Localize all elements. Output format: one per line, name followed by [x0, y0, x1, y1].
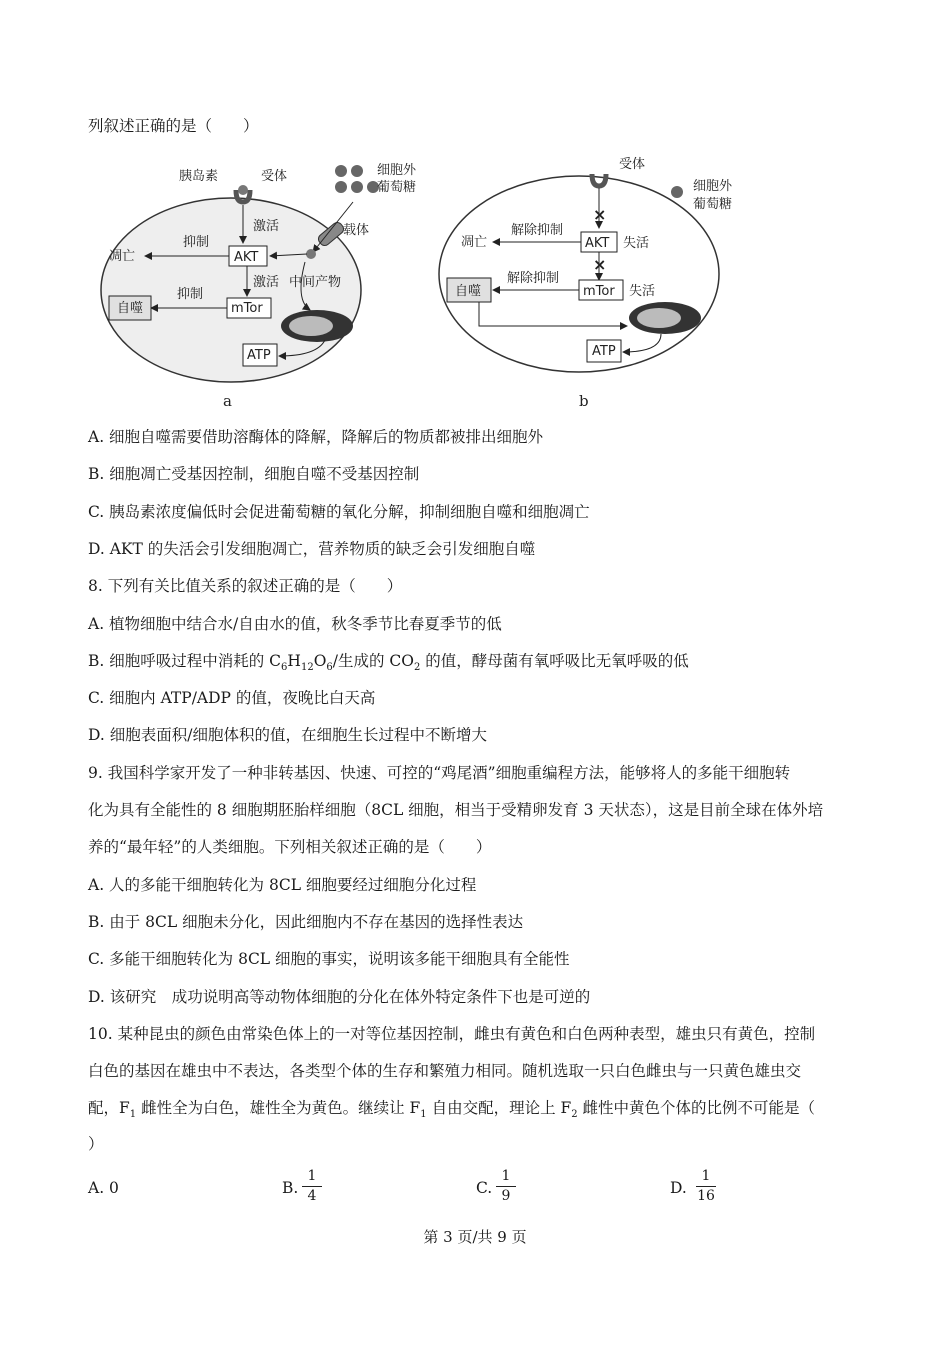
q9-stem-line2: 化为具有全能性的 8 细胞期胚胎样细胞（8CL 细胞，相当于受精卵发育 3 天状态），这是目前全球在体外培	[88, 801, 824, 819]
q7-option-a: A. 细胞自噬需要借助溶酶体的降解，降解后的物质都被排出细胞外	[88, 428, 544, 446]
q10-option-c-fraction: 1 9	[494, 1168, 518, 1205]
question-intro: 列叙述正确的是（ ）	[88, 117, 259, 135]
q9-stem-line3: 养的“最年轻”的人类细胞。下列相关叙述正确的是（ ）	[88, 838, 492, 856]
q10-option-b-label: B.	[282, 1179, 299, 1197]
label-inactive-b1: 失活	[623, 236, 650, 251]
atp-box-a: ATP	[247, 348, 271, 363]
q9-stem-line1: 9. 我国科学家开发了一种非转基因、快速、可控的“鸡尾酒”细胞重编程方法，能够将人的多能干细胞转	[88, 764, 791, 782]
svg-text:×: ×	[593, 255, 607, 274]
q10-option-d-fraction: 1 16	[697, 1168, 715, 1204]
q10-option-b-fraction: 1 4	[300, 1168, 324, 1205]
label-release-b2: 解除抑制	[507, 271, 560, 286]
panel-a-label: a	[223, 392, 232, 410]
label-glucose-a1: 细胞外	[377, 163, 417, 178]
q10-stem-line2: 白色的基因在雄虫中不表达，各类型个体的生存和繁殖力相同。随机选取一只白色雌虫与一只黄色雄虫交	[88, 1062, 802, 1080]
autophagy-diagram	[95, 150, 775, 415]
panel-a	[101, 163, 417, 410]
label-carrier: 载体	[343, 223, 370, 238]
label-insulin: 胰岛素	[179, 169, 219, 184]
label-intermediate: 中间产物	[289, 275, 342, 290]
label-apoptosis-b: 凋亡	[461, 235, 488, 250]
q10-stem-line4: ）	[88, 1135, 104, 1153]
q10-stem-line1: 10. 某种昆虫的颜色由常染色体上的一对等位基因控制，雌虫有黄色和白色两种表型，雄虫只有黄色，控制	[88, 1025, 816, 1043]
label-inactive-b2: 失活	[629, 284, 656, 299]
q10-option-c-label: C.	[476, 1179, 493, 1197]
label-inhibit-a1: 抑制	[183, 235, 210, 250]
akt-box-a: AKT	[234, 250, 259, 265]
label-glucose-b2: 葡萄糖	[693, 197, 733, 212]
q7-option-c: C. 胰岛素浓度偏低时会促进葡萄糖的氧化分解，抑制细胞自噬和细胞凋亡	[88, 503, 590, 521]
label-receptor-a: 受体	[261, 169, 288, 184]
q10-stem-line3: 配，$F_1$ 雌性全为白色，雄性全为黄色。继续让 $F_1$ 自由交配，理论上 $F_2$ 雌性中黄色个体的比例不可能是（	[88, 1099, 816, 1121]
atp-box-b: ATP	[592, 344, 616, 359]
label-release-b1: 解除抑制	[511, 223, 564, 238]
q8-stem: 8. 下列有关比值关系的叙述正确的是（ ）	[88, 577, 403, 595]
q10-option-d-label: D.	[670, 1179, 687, 1197]
q8-option-b: B. 细胞呼吸过程中消耗的 $C_6H_{12}O_6/$生成的 $CO_2$ 的值，酵母菌有氧呼吸比无氧呼吸的低	[88, 652, 689, 674]
q9-option-c: C. 多能干细胞转化为 8CL 细胞的事实，说明该多能干细胞具有全能性	[88, 950, 570, 968]
label-glucose-b1: 细胞外	[693, 179, 733, 194]
panel-b	[439, 156, 733, 410]
page-footer: 第 3 页/共 9 页	[423, 1228, 527, 1246]
autophagy-box-a: 自噬	[117, 301, 144, 316]
q7-option-d: D. AKT 的失活会引发细胞凋亡，营养物质的缺乏会引发细胞自噬	[88, 540, 536, 558]
q7-option-b: B. 细胞凋亡受基因控制，细胞自噬不受基因控制	[88, 465, 420, 483]
label-inhibit-a2: 抑制	[177, 287, 204, 302]
label-activate-a1: 激活	[253, 219, 280, 234]
label-activate-a2: 激活	[253, 275, 280, 290]
mtor-box-a: mTor	[231, 301, 263, 316]
svg-text:×: ×	[593, 205, 607, 224]
label-glucose-a2: 葡萄糖	[377, 180, 417, 195]
label-apoptosis-a: 凋亡	[109, 249, 136, 264]
q8-option-d: D. 细胞表面积/细胞体积的值，在细胞生长过程中不断增大	[88, 726, 487, 744]
q9-option-d: D. 该研究 成功说明高等动物体细胞的分化在体外特定条件下也是可逆的	[88, 988, 591, 1006]
autophagy-box-b: 自噬	[455, 284, 482, 299]
q10-option-a: A. 0	[88, 1179, 119, 1197]
mtor-box-b: mTor	[583, 284, 615, 299]
akt-box-b: AKT	[585, 236, 610, 251]
q8-option-a: A. 植物细胞中结合水/自由水的值，秋冬季节比春夏季节的低	[88, 615, 502, 633]
panel-b-label: b	[579, 392, 589, 410]
q9-option-b: B. 由于 8CL 细胞未分化，因此细胞内不存在基因的选择性表达	[88, 913, 524, 931]
label-receptor-b: 受体	[619, 157, 646, 172]
q9-option-a: A. 人的多能干细胞转化为 8CL 细胞要经过细胞分化过程	[88, 876, 477, 894]
q8-option-c: C. 细胞内 ATP/ADP 的值，夜晚比白天高	[88, 689, 376, 707]
